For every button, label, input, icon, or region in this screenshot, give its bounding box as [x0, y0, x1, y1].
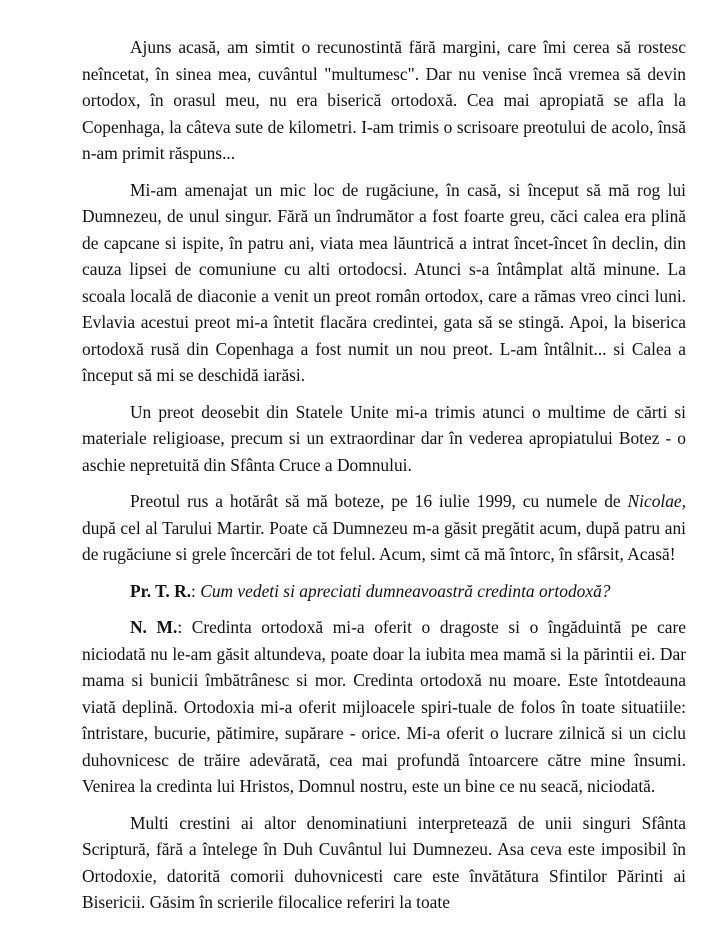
baptism-name: Nicolae, [627, 491, 686, 511]
interview-question [82, 578, 686, 605]
paragraph-7 [82, 810, 686, 916]
paragraph-text: Un preot deosebit din Statele Unite mi-a trimis atunci o multime de cărti si materiale religioase, precum si un extraordinar dar în vederea apropiatului Botez - o aschie nepretuită din Sfânta Cruce a Domnului. [82, 401, 686, 475]
paragraph-3 [82, 399, 686, 479]
interviewer-label: Pr. T. R. [130, 580, 192, 601]
paragraph-2 [82, 177, 686, 389]
paragraph-text: după cel al Tarului Martir. Poate că Dumnezeu m-a găsit pregătit acum, după patru ani de rugăciune si grele încercări de tot felul. Acum, simt că mă întorc, în sfârsit, Acasă! [82, 517, 686, 564]
document-page [82, 34, 686, 916]
paragraph-1 [82, 34, 686, 167]
separator: : [191, 580, 201, 601]
answer-text: : Credinta ortodoxă mi-a oferit o dragoste si o îngăduintă pe care niciodată nu le-am găsit altundeva, poate doar la iubita mea mamă si la părintii ei. Dar mama si bunicii îmbătrânesc si mor. Credinta ortodoxă nu moare. Este întotdeauna viată deplină. Ortodoxia mi-a oferit mijloacele spiri-tuale de folos în toate situatiile: întristare, bucurie, pătimire, supărare - orice. Mi-a oferit o lucrare zilnică si un ciclu duhovnicesc de trăire adevărată, cea mai profundă întoarcere către mine însumi. Venirea la credinta lui Hristos, Domnul nostru, este un bine ce nu seacă, niciodată. [82, 617, 686, 796]
paragraph-text: Mi-am amenajat un mic loc de rugăciune, în casă, si început să mă rog lui Dumnezeu, de unul singur. Fără un îndrumător a fost foarte greu, căci calea era plină de capcane si ispite, în patru ani, viata mea lăuntrică a intrat încet-încet în declin, din cauza lipsei de comuniune cu alti ortodocsi. Atunci s-a întâmplat altă minune. La scoala locală de diaconie a venit un preot român ortodox, care a rămas vreo cinci luni. Evlavia acestui preot mi-a întetit flacăra credintei, gata să se stingă. Apoi, la biserica ortodoxă rusă din Copenhaga a fost numit un nou preot. L-am întâlnit... si Calea a început să mi se deschidă iarăsi. [82, 179, 686, 385]
paragraph-4 [82, 488, 686, 568]
paragraph-text: Ajuns acasă, am simtit o recunostintă fără margini, care îmi cerea să rostesc neîncetat, în sinea mea, cuvântul "multumesc". Dar nu venise încă vremea să devin ortodox, în orasul meu, nu era biserică ortodoxă. Cea mai apropiată se afla la Copenhaga, la câteva sute de kilometri. I-am trimis o scrisoare preotului de acolo, însă n-am primit răspuns... [82, 37, 686, 163]
respondent-label: N. M. [130, 617, 178, 637]
paragraph-text: Preotul rus a hotărât să mă boteze, pe 16 iulie 1999, cu numele de [130, 491, 628, 511]
question-text: Cum vedeti si apreciati dumneavoastră credinta ortodoxă? [200, 580, 611, 601]
interview-answer [82, 614, 686, 800]
paragraph-text: Multi crestini ai altor denominatiuni interpretează de unii singuri Sfânta Scriptură, fără a întelege în Duh Cuvântul lui Dumnezeu. Asa ceva este imposibil în Ortodoxie, datorită comorii duhovnicesti care este învătătura Sfintilor Părinti ai Bisericii. Găsim în scrierile filocalice referiri la toate [82, 812, 686, 912]
